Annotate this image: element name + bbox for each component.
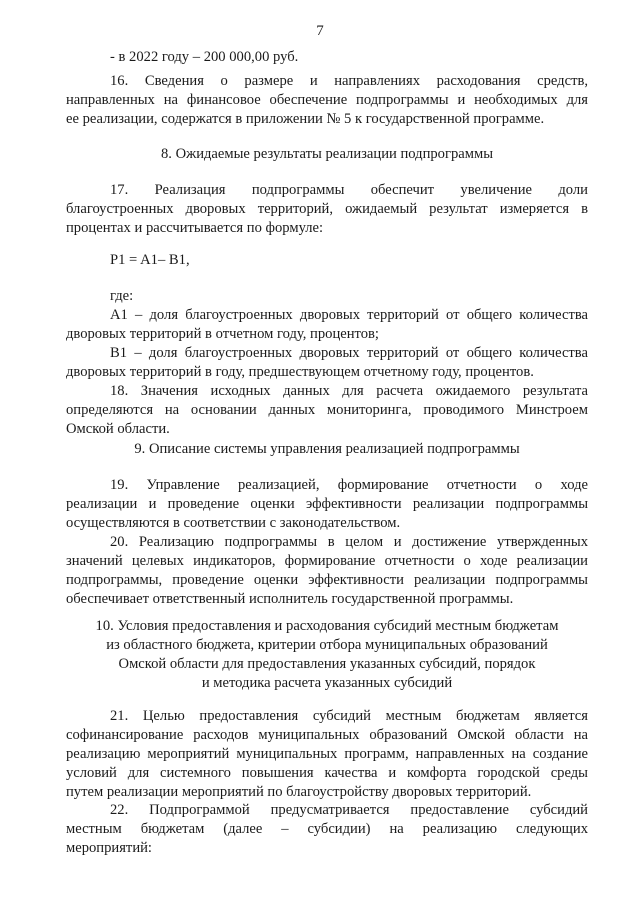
- text-line: подпрограммы, проведение оценки эффективности реализации подпрограммы: [66, 572, 588, 588]
- paragraph-21: [66, 707, 588, 802]
- paragraph-16: [66, 72, 588, 129]
- text-line: дворовых территорий в году, предшествующем отчетному году, процентов.: [66, 364, 534, 380]
- text-line: местным бюджетам (далее – субсидии) на реализацию следующих: [66, 821, 588, 837]
- text-line: дворовых территорий в отчетном году, процентов;: [66, 326, 379, 342]
- text-line: мероприятий:: [66, 840, 152, 856]
- text-line: условий для системного повышения качества и комфорта городской среды: [66, 765, 588, 781]
- text-line: путем реализации мероприятий по благоустройству дворовых территорий.: [66, 784, 532, 800]
- text-line: значений целевых индикаторов, формирование отчетности о ходе реализации: [66, 553, 588, 569]
- text-line: 17. Реализация подпрограммы обеспечит увеличение доли: [110, 182, 588, 198]
- heading-line: Омской области для предоставления указанных субсидий, порядок: [118, 656, 536, 672]
- heading-text: 8. Ожидаемые результаты реализации подпрограммы: [160, 146, 494, 162]
- text-line: ее реализации, содержатся в приложении № 5 к государственной программе.: [66, 111, 545, 127]
- text-line: 21. Целью предоставления субсидий местным бюджетам является: [110, 708, 588, 724]
- text-line: благоустроенных дворовых территорий, ожидаемый результат измеряется в: [66, 201, 588, 217]
- text-line: определяются на основании данных мониторинга, проводимого Минстроем: [66, 402, 588, 418]
- text-line: осуществляются в соответствии с законодательством.: [66, 515, 401, 531]
- formula-text: P1 = A1– B1,: [110, 252, 190, 268]
- text-line: А1 – доля благоустроенных дворовых территорий от общего количества: [110, 307, 588, 323]
- text-line: 22. Подпрограммой предусматривается предоставление субсидий: [110, 802, 588, 818]
- budget-line-2022: [66, 48, 588, 67]
- text-line: софинансирование расходов муниципальных образований Омской области на: [66, 727, 588, 743]
- text-line: Омской области.: [66, 421, 170, 437]
- heading-text: 9. Описание системы управления реализацией подпрограммы: [134, 441, 520, 457]
- text-line: где:: [110, 288, 134, 304]
- paragraph-22: [66, 801, 588, 858]
- heading-line: 10. Условия предоставления и расходования субсидий местным бюджетам: [95, 618, 559, 634]
- paragraph-20: [66, 533, 588, 609]
- section-10-heading: [66, 617, 588, 693]
- text-line: 18. Значения исходных данных для расчета ожидаемого результата: [110, 383, 588, 399]
- text-line: - в 2022 году – 200 000,00 руб.: [110, 49, 299, 65]
- text-line: 16. Сведения о размере и направлениях расходования средств,: [110, 73, 588, 89]
- section-8-heading: [66, 145, 588, 164]
- section-9-heading: [66, 440, 588, 459]
- text-line: реализацию мероприятий муниципальных программ, направленных на создание: [66, 746, 588, 762]
- paragraph-18: [66, 382, 588, 439]
- text-line: 20. Реализацию подпрограммы в целом и достижение утвержденных: [110, 534, 588, 550]
- heading-line: из областного бюджета, критерии отбора муниципальных образований: [106, 637, 548, 653]
- paragraph-17: [66, 181, 588, 238]
- text-line: направленных на финансовое обеспечение подпрограммы и необходимых для: [66, 92, 588, 108]
- text-line: реализации и проведение оценки эффективности реализации подпрограммы: [66, 496, 588, 512]
- text-line: обеспечивает ответственный исполнитель государственной программы.: [66, 591, 514, 607]
- formula-legend: [66, 287, 588, 382]
- page-number: 7: [316, 23, 324, 39]
- text-line: 19. Управление реализацией, формирование отчетности о ходе: [110, 477, 588, 493]
- text-line: В1 – доля благоустроенных дворовых территорий от общего количества: [110, 345, 588, 361]
- formula: [66, 251, 588, 270]
- paragraph-19: [66, 476, 588, 533]
- heading-line: и методика расчета указанных субсидий: [201, 675, 453, 691]
- text-line: процентах и рассчитывается по формуле:: [66, 220, 324, 236]
